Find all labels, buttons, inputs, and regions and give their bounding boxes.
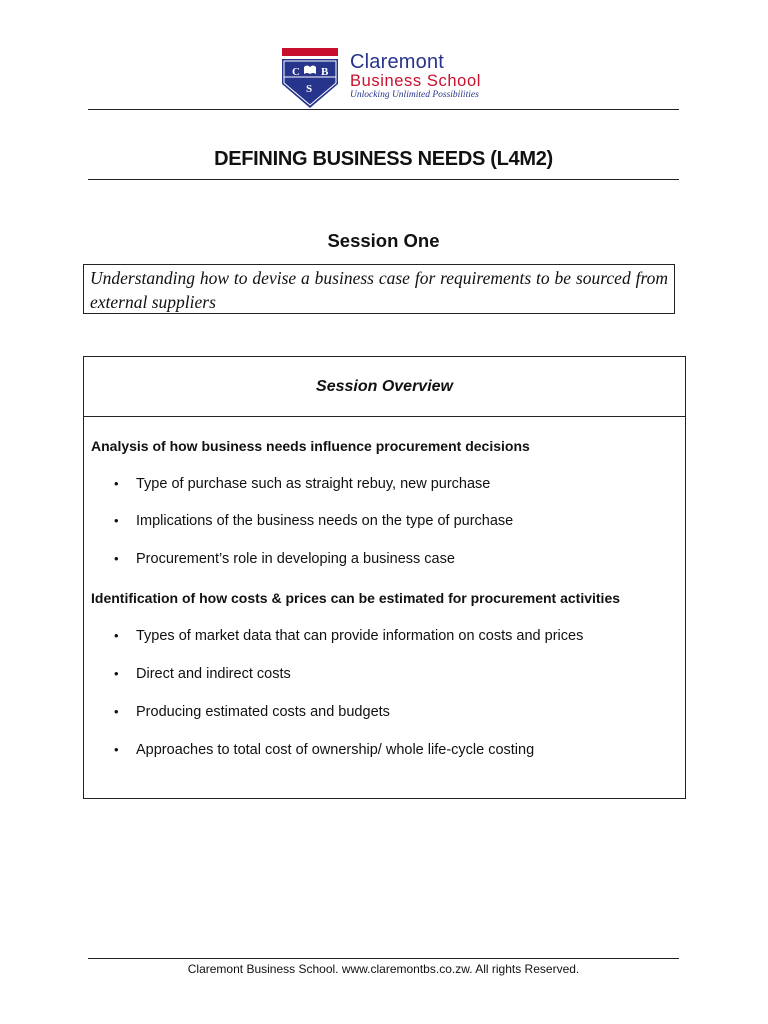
bullet-icon: • xyxy=(114,513,119,528)
header-divider xyxy=(88,109,679,110)
session-objective-box: Understanding how to devise a business case for requirements to be sourced from external suppliers xyxy=(83,264,675,314)
crest-letter-c: C xyxy=(292,66,300,78)
section-heading: Analysis of how business needs influence procurement decisions xyxy=(91,438,530,454)
bullet-icon: • xyxy=(114,666,119,681)
brand-subtitle: Business School xyxy=(350,72,481,90)
school-crest-icon xyxy=(282,48,338,110)
list-item xyxy=(114,513,513,529)
list-item-text: Procurement’s role in developing a business case xyxy=(136,551,455,567)
brand-name: Claremont xyxy=(350,51,445,73)
list-item-text: Type of purchase such as straight rebuy, new purchase xyxy=(136,476,491,492)
session-overview-table xyxy=(83,356,686,799)
brand-text xyxy=(350,52,481,101)
bullet-icon: • xyxy=(114,742,119,757)
list-item xyxy=(114,742,534,758)
list-item-text: Implications of the business needs on the type of purchase xyxy=(136,513,514,529)
bullet-icon: • xyxy=(114,476,119,491)
list-item-text: Direct and indirect costs xyxy=(136,666,291,682)
bullet-icon: • xyxy=(114,628,119,643)
list-item xyxy=(114,476,490,492)
footer-divider xyxy=(88,958,679,959)
session-title: Session One xyxy=(327,230,440,251)
brand-tagline: Unlocking Unlimited Possibilities xyxy=(350,90,479,100)
session-overview-heading: Session Overview xyxy=(84,357,685,417)
list-item xyxy=(114,666,291,682)
title-divider xyxy=(88,179,679,180)
school-logo xyxy=(282,48,502,110)
section-heading: Identification of how costs & prices can be estimated for procurement activities xyxy=(91,590,621,606)
crest-letter-s: S xyxy=(306,83,313,95)
list-item-text: Producing estimated costs and budgets xyxy=(136,704,390,720)
list-item xyxy=(114,628,583,644)
footer-text: Claremont Business School. www.claremontbs.co.zw. All rights Reserved. xyxy=(187,962,580,976)
list-item-text: Types of market data that can provide information on costs and prices xyxy=(136,628,584,644)
list-item xyxy=(114,551,455,567)
bullet-icon: • xyxy=(114,551,119,566)
list-item xyxy=(114,704,390,720)
document-title: DEFINING BUSINESS NEEDS (L4M2) xyxy=(214,148,553,170)
crest-letter-b: B xyxy=(321,66,329,78)
list-item-text: Approaches to total cost of ownership/ whole life-cycle costing xyxy=(136,742,535,758)
bullet-icon: • xyxy=(114,704,119,719)
